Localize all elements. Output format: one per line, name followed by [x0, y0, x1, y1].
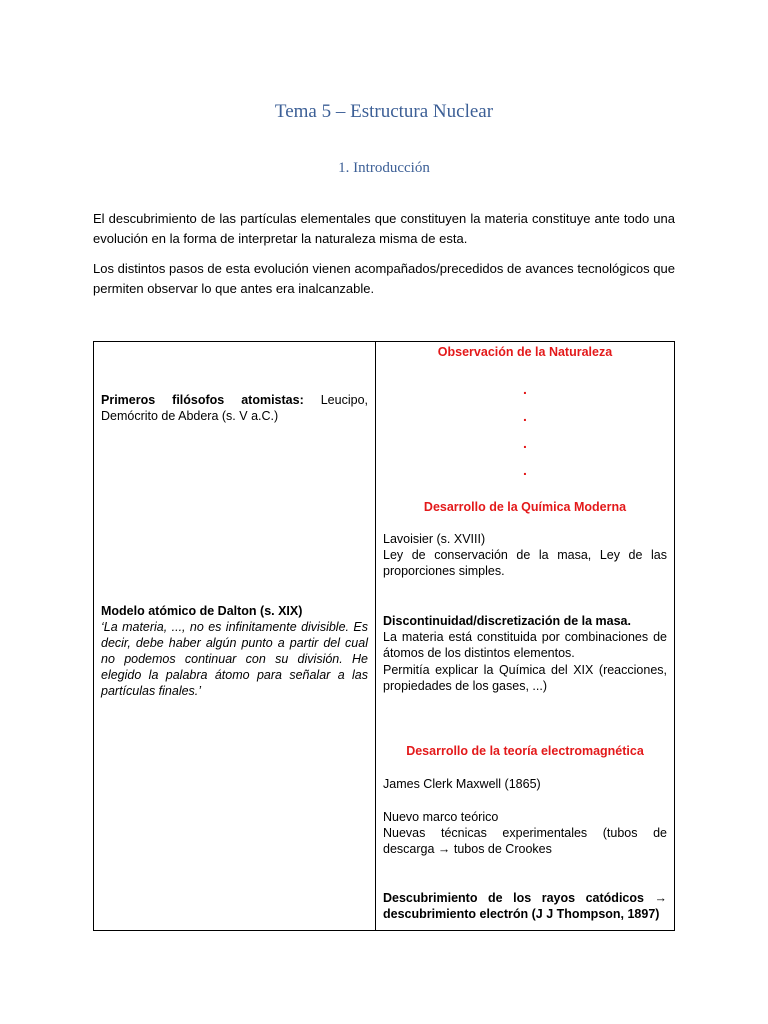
framework-text: Nuevo marco teórico	[383, 810, 499, 824]
intro-paragraph-2: Los distintos pasos de esta evolución vienen acompañados/precedidos de avances tecnológicos que permiten observar lo que antes era inalcanzable.	[93, 261, 675, 296]
em-heading: Desarrollo de la teoría electromagnética	[406, 744, 644, 758]
lavoisier-text: Lavoisier (s. XVIII)	[383, 532, 486, 546]
page-title: Tema 5 – Estructura Nuclear	[274, 101, 494, 122]
discontinuity-heading-text: Discontinuidad/discretización de la masa.	[383, 614, 631, 628]
observation-heading: Observación de la Naturaleza	[437, 345, 613, 359]
intro-paragraph-1: El descubrimiento de las partículas elementales que constituyen la materia constituye ante todo una evolución en la forma de interpretar la naturaleza misma de esta.	[93, 211, 675, 246]
maxwell-text: James Clerk Maxwell (1865)	[383, 777, 541, 791]
explain-text: Permitía explicar la Química del XIX (reacciones, propiedades de los gases, ...)	[383, 663, 667, 693]
techniques-text: Nuevas técnicas experimentales (tubos de descarga → tubos de Crookes	[383, 826, 667, 856]
dalton-heading: Modelo atómico de Dalton (s. XIX)	[101, 604, 303, 618]
dalton-quote: ‘La materia, ..., no es infinitamente divisible. Es decir, debe haber algún punto a partir del cual no podemos continuar con su división. He elegido la palabra átomo para señalar a las partículas finales.’	[101, 620, 368, 698]
chemistry-heading: Desarrollo de la Química Moderna	[423, 500, 627, 514]
ellipsis-dot-4: .	[523, 462, 527, 478]
dalton-entry	[101, 603, 368, 699]
laws-text: Ley de conservación de la masa, Ley de las proporciones simples.	[383, 548, 667, 578]
right-column	[376, 342, 675, 931]
cathode-text: Descubrimiento de los rayos catódicos → descubrimiento electrón (J J Thompson, 1897)	[383, 891, 667, 921]
ellipsis-dot-2: .	[523, 408, 527, 424]
ellipsis-dot-3: .	[523, 435, 527, 451]
discontinuity-heading	[383, 613, 667, 629]
matter-text: La materia está constituida por combinaciones de átomos de los distintos elementos.	[383, 630, 667, 660]
cathode-entry	[383, 890, 667, 922]
history-table	[93, 341, 675, 931]
section-heading: 1. Introducción	[338, 160, 430, 176]
ellipsis-dot-1: .	[523, 381, 527, 397]
left-column	[94, 342, 376, 931]
atomists-label: Primeros filósofos atomistas:	[101, 393, 304, 407]
atomists-entry	[101, 392, 368, 424]
atomists-text: Leucipo, Demócrito de Abdera (s. V a.C.)	[101, 393, 368, 423]
